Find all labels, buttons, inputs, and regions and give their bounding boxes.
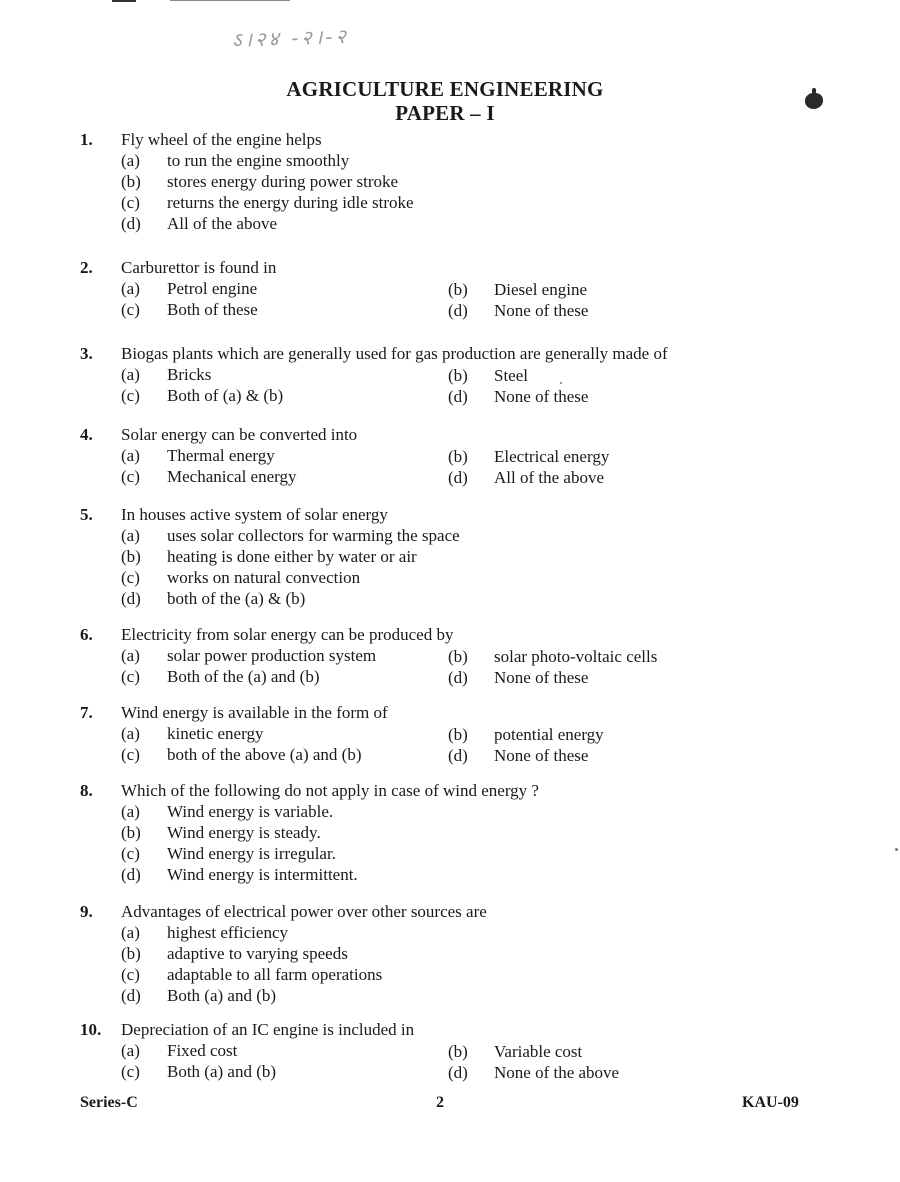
question-number: 1.	[80, 130, 93, 149]
option-label: (b)	[448, 280, 468, 299]
option-text: Variable cost	[494, 1042, 583, 1061]
handwritten-note: ऽ।२४ -२।-२	[231, 23, 350, 53]
option-label: (c)	[121, 568, 140, 587]
series-label: Series-C	[80, 1094, 138, 1111]
paper-title: AGRICULTURE ENGINEERING	[286, 77, 604, 101]
option-label: (c)	[121, 193, 140, 212]
option-label: (b)	[448, 647, 468, 666]
scan-speck	[895, 848, 898, 851]
question-number: 5.	[80, 505, 93, 524]
option-label: (b)	[448, 447, 468, 466]
option-text: stores energy during power stroke	[167, 172, 399, 191]
option-label: (d)	[121, 865, 141, 884]
option-label: (a)	[121, 923, 140, 942]
option-text: Thermal energy	[167, 446, 275, 465]
option-text: Fixed cost	[167, 1041, 238, 1060]
question-text: In houses active system of solar energy	[121, 505, 388, 524]
option-label: (d)	[448, 387, 468, 406]
option-label: (d)	[121, 214, 141, 233]
question-number: 3.	[80, 344, 93, 363]
option-label: (d)	[448, 668, 468, 687]
option-label: (b)	[121, 172, 141, 191]
option-label: (d)	[448, 746, 468, 765]
option-text: uses solar collectors for warming the space	[167, 526, 460, 545]
option-text: heating is done either by water or air	[167, 547, 417, 566]
option-label: (a)	[121, 646, 140, 665]
option-text: Petrol engine	[167, 279, 258, 298]
option-text: Both of the (a) and (b)	[167, 667, 320, 686]
option-label: (b)	[448, 725, 468, 744]
option-text: Both (a) and (b)	[167, 1062, 277, 1081]
option-label: (a)	[121, 151, 140, 170]
option-text: Steel	[494, 366, 528, 385]
option-label: (d)	[448, 468, 468, 487]
question-number: 10.	[80, 1020, 102, 1039]
option-label: (b)	[448, 366, 468, 385]
question-text: Biogas plants which are generally used for gas production are generally made of	[121, 344, 668, 363]
option-text: Both of (a) & (b)	[167, 386, 284, 405]
option-text: both of the above (a) and (b)	[167, 745, 362, 764]
question-text: Wind energy is available in the form of	[121, 703, 388, 722]
question-text: Fly wheel of the engine helps	[121, 130, 322, 149]
paper-subtitle: PAPER – I	[395, 101, 495, 125]
option-text: solar power production system	[167, 646, 377, 665]
option-text: None of these	[494, 301, 589, 320]
question-text: Electricity from solar energy can be produced by	[121, 625, 454, 644]
option-label: (b)	[448, 1042, 468, 1061]
question-text: Depreciation of an IC engine is included in	[121, 1020, 415, 1039]
question-text: Advantages of electrical power over other sources are	[121, 902, 487, 921]
page-number: 2	[436, 1094, 444, 1111]
option-text: both of the (a) & (b)	[167, 589, 306, 608]
option-label: (a)	[121, 526, 140, 545]
option-text: Wind energy is variable.	[167, 802, 334, 821]
option-label: (a)	[121, 279, 140, 298]
option-text: Electrical energy	[494, 447, 610, 466]
paper-code: KAU-09	[742, 1094, 799, 1111]
option-label: (a)	[121, 365, 140, 384]
option-label: (d)	[121, 589, 141, 608]
option-text: None of the above	[494, 1063, 620, 1082]
option-text: Diesel engine	[494, 280, 587, 299]
option-label: (b)	[121, 547, 141, 566]
option-text: All of the above	[167, 214, 277, 233]
option-text: None of these	[494, 746, 589, 765]
option-text: highest efficiency	[167, 923, 289, 942]
option-label: (d)	[448, 301, 468, 320]
top-rule-faint	[170, 0, 290, 1]
question-number: 6.	[80, 625, 93, 644]
option-text: returns the energy during idle stroke	[167, 193, 414, 212]
option-label: (c)	[121, 1062, 140, 1081]
option-label: (c)	[121, 965, 140, 984]
option-text: Both (a) and (b)	[167, 986, 277, 1005]
scan-speck	[560, 382, 562, 384]
option-label: (a)	[121, 1041, 140, 1060]
option-text: Mechanical energy	[167, 467, 297, 486]
option-text: potential energy	[494, 725, 604, 744]
option-text: solar photo-voltaic cells	[494, 647, 658, 666]
option-label: (b)	[121, 944, 141, 963]
question-text: Which of the following do not apply in case of wind energy ?	[121, 781, 539, 800]
option-label: (d)	[121, 986, 141, 1005]
option-label: (d)	[448, 1063, 468, 1082]
option-label: (c)	[121, 745, 140, 764]
question-text: Carburettor is found in	[121, 258, 277, 277]
option-text: Both of these	[167, 300, 258, 319]
option-label: (c)	[121, 667, 140, 686]
option-text: None of these	[494, 387, 589, 406]
option-text: to run the engine smoothly	[167, 151, 350, 170]
option-text: Wind energy is irregular.	[167, 844, 336, 863]
option-text: None of these	[494, 668, 589, 687]
option-label: (a)	[121, 724, 140, 743]
option-text: All of the above	[494, 468, 604, 487]
question-number: 2.	[80, 258, 93, 277]
option-label: (c)	[121, 300, 140, 319]
option-label: (c)	[121, 467, 140, 486]
option-text: adaptive to varying speeds	[167, 944, 348, 963]
option-text: Wind energy is intermittent.	[167, 865, 358, 884]
question-number: 9.	[80, 902, 93, 921]
question-number: 4.	[80, 425, 93, 444]
option-label: (a)	[121, 446, 140, 465]
question-number: 8.	[80, 781, 93, 800]
option-label: (a)	[121, 802, 140, 821]
question-number: 7.	[80, 703, 93, 722]
question-text: Solar energy can be converted into	[121, 425, 358, 444]
option-label: (b)	[121, 823, 141, 842]
option-text: works on natural convection	[167, 568, 361, 587]
option-text: kinetic energy	[167, 724, 264, 743]
option-text: Bricks	[167, 365, 212, 384]
option-label: (c)	[121, 386, 140, 405]
option-label: (c)	[121, 844, 140, 863]
option-text: adaptable to all farm operations	[167, 965, 383, 984]
top-rule	[112, 0, 136, 2]
option-text: Wind energy is steady.	[167, 823, 321, 842]
